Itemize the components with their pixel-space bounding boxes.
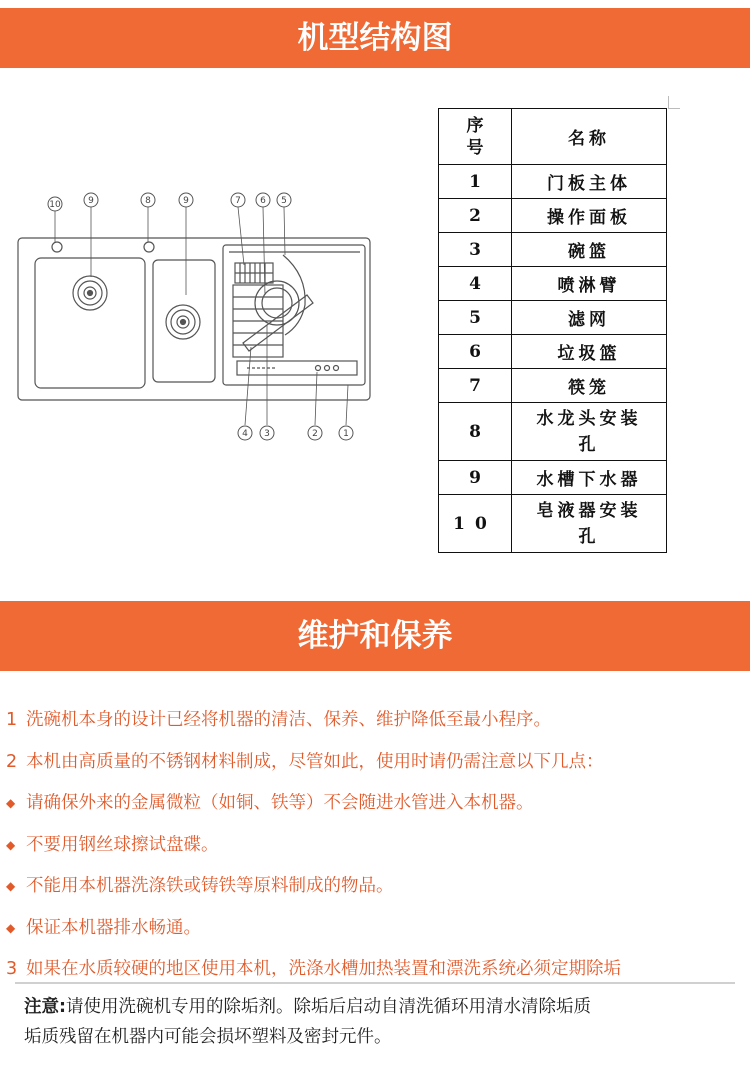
sink-structure-diagram xyxy=(15,185,390,445)
table-row: 10 皂液器安装 孔 xyxy=(439,495,667,553)
callout-5: 5 xyxy=(281,196,287,206)
parts-table xyxy=(438,108,667,553)
note-text: 请使用洗碗机专用的除垢剂。除垢后启动自清洗循环用清水清除垢质 xyxy=(66,997,591,1017)
corner-mark xyxy=(668,96,669,108)
diamond-bullet-icon: ◆ xyxy=(6,879,16,893)
table-row: 3 碗篮 xyxy=(439,233,667,267)
list-item: ◆ 保证本机器排水畅通。 xyxy=(6,908,750,950)
callout-7: 7 xyxy=(235,196,241,206)
callout-2: 2 xyxy=(312,429,318,439)
list-item: ◆ 不要用钢丝球擦试盘碟。 xyxy=(6,825,750,867)
divider xyxy=(15,982,735,984)
callout-8: 8 xyxy=(145,196,151,206)
diamond-bullet-icon: ◆ xyxy=(6,920,16,935)
list-item: ◆ 请确保外来的金属微粒（如铜、铁等）不会随进水管进入本机器。 xyxy=(6,783,750,825)
diamond-bullet-icon: ◆ xyxy=(6,796,16,810)
table-row: 4 喷淋臂 xyxy=(439,267,667,301)
list-item: 1 洗碗机本身的设计已经将机器的清洁、保养、维护降低至最小程序。 xyxy=(6,710,551,730)
note-text: 垢质残留在机器内可能会损坏塑料及密封元件。 xyxy=(24,1027,392,1047)
dish-rack xyxy=(233,285,283,357)
header-number: 序 号 xyxy=(439,109,512,165)
left-basin xyxy=(35,258,145,388)
callout-10: 10 xyxy=(49,200,61,210)
callout-4: 4 xyxy=(242,429,248,439)
table-row: 8 水龙头安装 孔 xyxy=(439,403,667,461)
table-row: 9 水槽下水器 xyxy=(439,461,667,495)
note-box xyxy=(24,992,746,1052)
table-header-row xyxy=(439,109,667,165)
list-item: 3 如果在水质较硬的地区使用本机，洗涤水槽加热装置和漂洗系统必须定期除垢 xyxy=(6,959,621,979)
left-drain xyxy=(73,276,107,310)
soap-dispenser-hole xyxy=(52,242,62,252)
callout-9-left: 9 xyxy=(88,196,94,206)
corner-mark xyxy=(668,108,680,109)
table-row: 5 滤网 xyxy=(439,301,667,335)
cutlery-basket xyxy=(235,263,273,283)
middle-drain xyxy=(166,305,200,339)
table-row: 1 门板主体 xyxy=(439,165,667,199)
filter-mesh xyxy=(255,255,305,335)
callout-6: 6 xyxy=(260,196,266,206)
spray-arm xyxy=(243,295,313,351)
table-row: 6 垃圾篮 xyxy=(439,335,667,369)
list-item: ◆ 不能用本机器洗涤铁或铸铁等原料制成的物品。 xyxy=(6,866,750,908)
callout-1: 1 xyxy=(343,429,349,439)
note-label: 注意: xyxy=(24,997,66,1017)
callout-9-middle: 9 xyxy=(183,196,189,206)
structure-section-title: 机型结构图 xyxy=(0,8,750,68)
diamond-bullet-icon: ◆ xyxy=(6,837,16,852)
header-name: 名称 xyxy=(512,109,667,165)
callout-3: 3 xyxy=(264,429,270,439)
maintenance-section-title: 维护和保养 xyxy=(0,601,750,671)
list-item: 2 本机由高质量的不锈钢材料制成，尽管如此，使用时请仍需注意以下几点： xyxy=(6,751,604,772)
maintenance-list xyxy=(6,700,750,991)
faucet-hole xyxy=(144,242,154,252)
table-row: 2 操作面板 xyxy=(439,199,667,233)
table-row: 7 筷笼 xyxy=(439,369,667,403)
